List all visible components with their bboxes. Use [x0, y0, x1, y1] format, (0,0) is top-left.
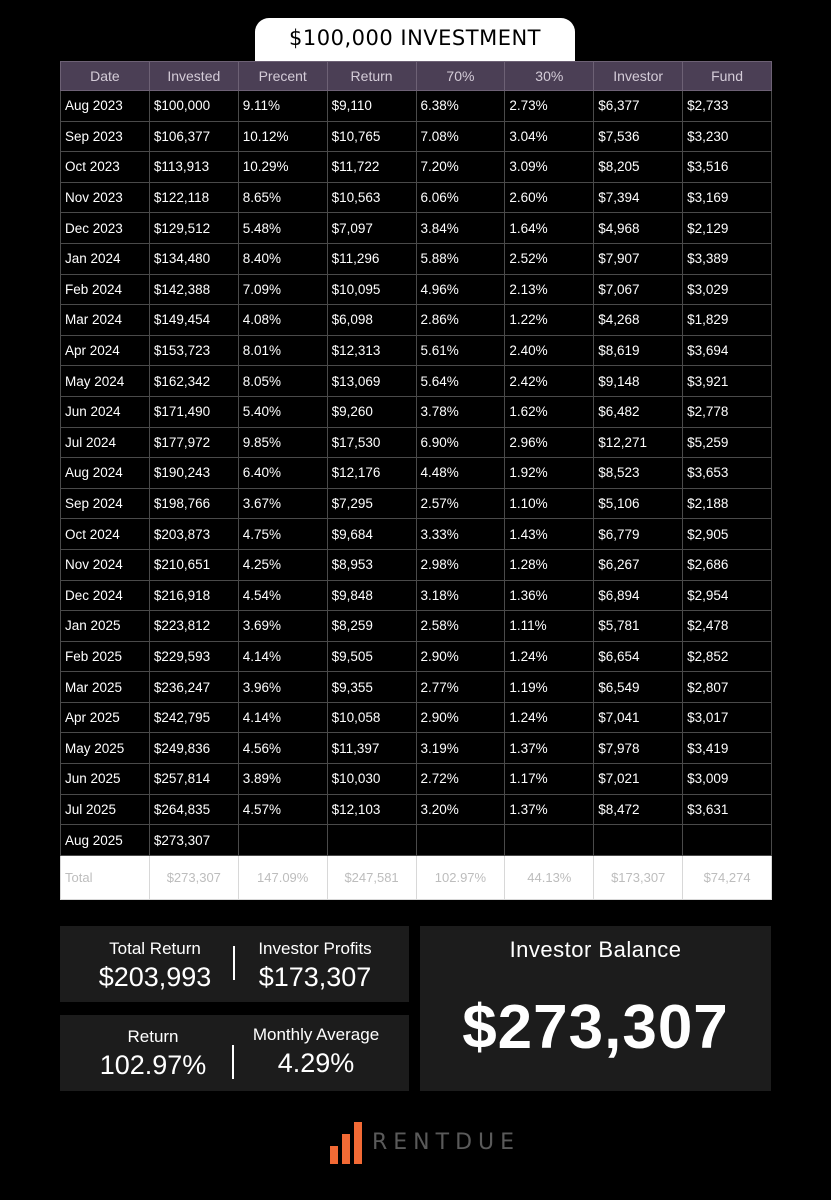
table-cell: 6.40%: [238, 458, 327, 489]
table-cell: $198,766: [149, 488, 238, 519]
total-return-value: $203,993: [98, 962, 212, 992]
total-cell: $273,307: [149, 855, 238, 899]
table-cell: Jan 2025: [61, 611, 150, 642]
table-cell: $7,978: [594, 733, 683, 764]
table-cell: $8,523: [594, 458, 683, 489]
table-cell: $6,779: [594, 519, 683, 550]
table-cell: $3,169: [683, 182, 772, 213]
return-label: Return: [127, 1027, 179, 1046]
table-cell: $3,029: [683, 274, 772, 305]
table-cell: Jun 2024: [61, 396, 150, 427]
table-cell: 3.84%: [416, 213, 505, 244]
table-cell: May 2025: [61, 733, 150, 764]
table-cell: $12,271: [594, 427, 683, 458]
table-row: [61, 335, 772, 366]
table-cell: $149,454: [149, 305, 238, 336]
table-cell: $9,848: [327, 580, 416, 611]
table-cell: $7,394: [594, 182, 683, 213]
table-cell: 1.37%: [505, 794, 594, 825]
table-row: [61, 427, 772, 458]
total-cell: 102.97%: [416, 855, 505, 899]
table-cell: $6,894: [594, 580, 683, 611]
table-cell: Nov 2024: [61, 549, 150, 580]
table-cell: $177,972: [149, 427, 238, 458]
table-cell: $2,129: [683, 213, 772, 244]
investor-balance-label: Investor Balance: [509, 937, 682, 962]
table-cell: 1.11%: [505, 611, 594, 642]
table-cell: Oct 2024: [61, 519, 150, 550]
column-header: 30%: [505, 62, 594, 91]
table-body: [61, 91, 772, 900]
table-row: [61, 121, 772, 152]
table-cell: $5,259: [683, 427, 772, 458]
table-cell: 3.78%: [416, 396, 505, 427]
table-cell: 2.90%: [416, 641, 505, 672]
table-cell: Apr 2024: [61, 335, 150, 366]
table-cell: $203,873: [149, 519, 238, 550]
table-row: [61, 549, 772, 580]
table-cell: [327, 825, 416, 856]
table-cell: $7,041: [594, 702, 683, 733]
table-cell: 3.04%: [505, 121, 594, 152]
table-cell: $2,778: [683, 396, 772, 427]
table-cell: $7,295: [327, 488, 416, 519]
column-header: Return: [327, 62, 416, 91]
table-cell: $10,765: [327, 121, 416, 152]
table-cell: $6,377: [594, 91, 683, 122]
table-cell: $3,230: [683, 121, 772, 152]
table-cell: $9,110: [327, 91, 416, 122]
table-cell: $210,651: [149, 549, 238, 580]
brand-logo: [330, 1120, 520, 1166]
table-cell: Aug 2023: [61, 91, 150, 122]
table-cell: 2.96%: [505, 427, 594, 458]
table-cell: 9.11%: [238, 91, 327, 122]
table-cell: 4.25%: [238, 549, 327, 580]
page-title: $100,000 INVESTMENT: [255, 18, 575, 62]
table-cell: $13,069: [327, 366, 416, 397]
table-cell: 1.64%: [505, 213, 594, 244]
table-cell: $8,259: [327, 611, 416, 642]
table-cell: 2.57%: [416, 488, 505, 519]
table-cell: 9.85%: [238, 427, 327, 458]
table-cell: $10,563: [327, 182, 416, 213]
table-cell: $2,807: [683, 672, 772, 703]
table-cell: $9,684: [327, 519, 416, 550]
total-cell: $74,274: [683, 855, 772, 899]
table-cell: 5.40%: [238, 396, 327, 427]
table-cell: 6.90%: [416, 427, 505, 458]
investment-table-container: [60, 61, 771, 900]
table-cell: 2.86%: [416, 305, 505, 336]
table-cell: $190,243: [149, 458, 238, 489]
table-cell: 1.10%: [505, 488, 594, 519]
table-cell: $113,913: [149, 152, 238, 183]
table-cell: 3.89%: [238, 764, 327, 795]
table-cell: $3,389: [683, 243, 772, 274]
table-cell: 2.13%: [505, 274, 594, 305]
table-cell: $171,490: [149, 396, 238, 427]
table-cell: $142,388: [149, 274, 238, 305]
table-cell: $242,795: [149, 702, 238, 733]
brand-name: RENTDUE: [372, 1130, 521, 1155]
table-cell: $3,419: [683, 733, 772, 764]
table-row: [61, 91, 772, 122]
total-return-stat: [80, 939, 230, 993]
table-row: [61, 243, 772, 274]
table-cell: 10.12%: [238, 121, 327, 152]
column-header: Precent: [238, 62, 327, 91]
table-row: [61, 672, 772, 703]
table-cell: $100,000: [149, 91, 238, 122]
table-cell: 1.19%: [505, 672, 594, 703]
table-cell: 3.19%: [416, 733, 505, 764]
table-cell: $3,631: [683, 794, 772, 825]
table-cell: 1.22%: [505, 305, 594, 336]
table-row: [61, 580, 772, 611]
table-cell: Nov 2023: [61, 182, 150, 213]
return-average-panel: [60, 1015, 409, 1091]
table-cell: Aug 2025: [61, 825, 150, 856]
table-cell: 2.52%: [505, 243, 594, 274]
table-cell: $11,722: [327, 152, 416, 183]
table-cell: $9,260: [327, 396, 416, 427]
table-cell: 8.01%: [238, 335, 327, 366]
table-cell: 10.29%: [238, 152, 327, 183]
table-cell: 1.24%: [505, 702, 594, 733]
table-cell: $3,009: [683, 764, 772, 795]
table-cell: $129,512: [149, 213, 238, 244]
stat-divider: [233, 946, 235, 980]
table-cell: $4,268: [594, 305, 683, 336]
table-cell: 8.40%: [238, 243, 327, 274]
table-cell: 4.14%: [238, 641, 327, 672]
table-cell: 2.60%: [505, 182, 594, 213]
monthly-average-value: 4.29%: [277, 1048, 355, 1078]
table-cell: 1.24%: [505, 641, 594, 672]
table-cell: 3.33%: [416, 519, 505, 550]
total-cell: 44.13%: [505, 855, 594, 899]
table-cell: $12,176: [327, 458, 416, 489]
table-cell: $2,954: [683, 580, 772, 611]
table-row: [61, 488, 772, 519]
table-header-row: [61, 62, 772, 91]
table-row: [61, 764, 772, 795]
table-cell: 1.62%: [505, 396, 594, 427]
total-row: [61, 855, 772, 899]
table-cell: 1.37%: [505, 733, 594, 764]
table-cell: 6.06%: [416, 182, 505, 213]
table-cell: $7,536: [594, 121, 683, 152]
table-cell: Feb 2024: [61, 274, 150, 305]
table-cell: $134,480: [149, 243, 238, 274]
table-cell: 2.77%: [416, 672, 505, 703]
total-cell: Total: [61, 855, 150, 899]
table-row: [61, 366, 772, 397]
table-cell: $9,148: [594, 366, 683, 397]
table-cell: [594, 825, 683, 856]
table-cell: 2.73%: [505, 91, 594, 122]
table-cell: $257,814: [149, 764, 238, 795]
table-cell: 5.64%: [416, 366, 505, 397]
investment-table: [60, 61, 772, 900]
table-cell: Sep 2024: [61, 488, 150, 519]
table-cell: $6,098: [327, 305, 416, 336]
monthly-average-label: Monthly Average: [252, 1025, 380, 1044]
table-cell: Apr 2025: [61, 702, 150, 733]
table-cell: $8,205: [594, 152, 683, 183]
table-cell: $12,103: [327, 794, 416, 825]
table-cell: $17,530: [327, 427, 416, 458]
investor-balance-panel: [420, 926, 771, 1091]
stat-divider: [232, 1045, 234, 1079]
table-cell: 4.54%: [238, 580, 327, 611]
table-cell: 2.98%: [416, 549, 505, 580]
table-cell: [683, 825, 772, 856]
table-cell: Mar 2025: [61, 672, 150, 703]
table-cell: $1,829: [683, 305, 772, 336]
table-cell: $162,342: [149, 366, 238, 397]
table-row: [61, 458, 772, 489]
table-cell: 1.17%: [505, 764, 594, 795]
table-cell: $6,267: [594, 549, 683, 580]
total-cell: 147.09%: [238, 855, 327, 899]
table-row: [61, 213, 772, 244]
table-cell: 7.20%: [416, 152, 505, 183]
table-cell: $153,723: [149, 335, 238, 366]
table-cell: 7.09%: [238, 274, 327, 305]
table-cell: 2.58%: [416, 611, 505, 642]
table-cell: 3.67%: [238, 488, 327, 519]
investor-balance-value: $273,307: [462, 993, 729, 1062]
table-row: [61, 825, 772, 856]
returns-profits-panel: [60, 926, 409, 1002]
monthly-average-stat: [241, 1025, 391, 1079]
table-cell: $2,733: [683, 91, 772, 122]
table-row: [61, 611, 772, 642]
table-cell: $229,593: [149, 641, 238, 672]
table-cell: $5,781: [594, 611, 683, 642]
table-cell: $8,472: [594, 794, 683, 825]
table-cell: May 2024: [61, 366, 150, 397]
table-cell: Jul 2024: [61, 427, 150, 458]
table-cell: $7,097: [327, 213, 416, 244]
table-cell: $249,836: [149, 733, 238, 764]
column-header: 70%: [416, 62, 505, 91]
table-cell: $5,106: [594, 488, 683, 519]
table-row: [61, 519, 772, 550]
table-cell: 4.48%: [416, 458, 505, 489]
table-cell: $4,968: [594, 213, 683, 244]
table-cell: $216,918: [149, 580, 238, 611]
table-cell: $223,812: [149, 611, 238, 642]
table-row: [61, 274, 772, 305]
investor-profits-stat: [240, 939, 390, 993]
table-row: [61, 733, 772, 764]
table-row: [61, 182, 772, 213]
table-cell: 2.42%: [505, 366, 594, 397]
table-cell: 2.90%: [416, 702, 505, 733]
table-cell: Dec 2023: [61, 213, 150, 244]
table-cell: 1.36%: [505, 580, 594, 611]
table-cell: 4.96%: [416, 274, 505, 305]
table-cell: 3.09%: [505, 152, 594, 183]
table-cell: $6,654: [594, 641, 683, 672]
table-row: [61, 396, 772, 427]
table-cell: 1.92%: [505, 458, 594, 489]
column-header: Invested: [149, 62, 238, 91]
table-cell: 1.43%: [505, 519, 594, 550]
table-cell: $2,686: [683, 549, 772, 580]
table-cell: $8,953: [327, 549, 416, 580]
table-cell: $2,905: [683, 519, 772, 550]
table-cell: $264,835: [149, 794, 238, 825]
table-cell: $12,313: [327, 335, 416, 366]
table-cell: $106,377: [149, 121, 238, 152]
table-cell: 4.57%: [238, 794, 327, 825]
table-cell: $3,017: [683, 702, 772, 733]
table-cell: Dec 2024: [61, 580, 150, 611]
table-cell: [238, 825, 327, 856]
table-cell: 3.96%: [238, 672, 327, 703]
table-cell: $2,188: [683, 488, 772, 519]
table-cell: $3,653: [683, 458, 772, 489]
table-cell: Jul 2025: [61, 794, 150, 825]
table-cell: 4.08%: [238, 305, 327, 336]
column-header: Fund: [683, 62, 772, 91]
bar-chart-icon: [330, 1120, 364, 1164]
table-cell: $9,505: [327, 641, 416, 672]
table-row: [61, 641, 772, 672]
table-cell: 1.28%: [505, 549, 594, 580]
investor-profits-label: Investor Profits: [258, 939, 372, 958]
table-cell: $7,067: [594, 274, 683, 305]
table-cell: Aug 2024: [61, 458, 150, 489]
table-cell: $3,921: [683, 366, 772, 397]
table-row: [61, 794, 772, 825]
table-cell: $9,355: [327, 672, 416, 703]
table-cell: 2.72%: [416, 764, 505, 795]
table-cell: $6,549: [594, 672, 683, 703]
table-cell: $3,694: [683, 335, 772, 366]
table-cell: $6,482: [594, 396, 683, 427]
table-cell: 3.18%: [416, 580, 505, 611]
table-cell: 7.08%: [416, 121, 505, 152]
table-cell: $273,307: [149, 825, 238, 856]
table-cell: 4.75%: [238, 519, 327, 550]
table-cell: 6.38%: [416, 91, 505, 122]
table-cell: $10,030: [327, 764, 416, 795]
table-cell: Jan 2024: [61, 243, 150, 274]
table-cell: 5.48%: [238, 213, 327, 244]
table-cell: $3,516: [683, 152, 772, 183]
total-cell: $247,581: [327, 855, 416, 899]
table-cell: 4.14%: [238, 702, 327, 733]
table-cell: 8.05%: [238, 366, 327, 397]
column-header: Investor: [594, 62, 683, 91]
table-cell: $7,021: [594, 764, 683, 795]
table-row: [61, 305, 772, 336]
table-cell: Jun 2025: [61, 764, 150, 795]
total-cell: $173,307: [594, 855, 683, 899]
table-cell: $8,619: [594, 335, 683, 366]
table-cell: $11,397: [327, 733, 416, 764]
table-row: [61, 152, 772, 183]
table-cell: [416, 825, 505, 856]
table-cell: $10,095: [327, 274, 416, 305]
return-stat: [78, 1027, 228, 1081]
table-cell: $10,058: [327, 702, 416, 733]
table-cell: Sep 2023: [61, 121, 150, 152]
table-cell: 5.61%: [416, 335, 505, 366]
table-cell: $2,478: [683, 611, 772, 642]
table-cell: $2,852: [683, 641, 772, 672]
table-cell: Feb 2025: [61, 641, 150, 672]
table-cell: 4.56%: [238, 733, 327, 764]
table-cell: 2.40%: [505, 335, 594, 366]
table-cell: 5.88%: [416, 243, 505, 274]
total-return-label: Total Return: [109, 939, 201, 958]
table-cell: Oct 2023: [61, 152, 150, 183]
table-cell: 8.65%: [238, 182, 327, 213]
table-cell: $7,907: [594, 243, 683, 274]
table-cell: $11,296: [327, 243, 416, 274]
table-cell: 3.20%: [416, 794, 505, 825]
table-cell: 3.69%: [238, 611, 327, 642]
table-cell: $122,118: [149, 182, 238, 213]
table-row: [61, 702, 772, 733]
column-header: Date: [61, 62, 150, 91]
investor-profits-value: $173,307: [258, 962, 372, 992]
table-cell: Mar 2024: [61, 305, 150, 336]
table-cell: $236,247: [149, 672, 238, 703]
table-cell: [505, 825, 594, 856]
return-value: 102.97%: [99, 1050, 207, 1080]
